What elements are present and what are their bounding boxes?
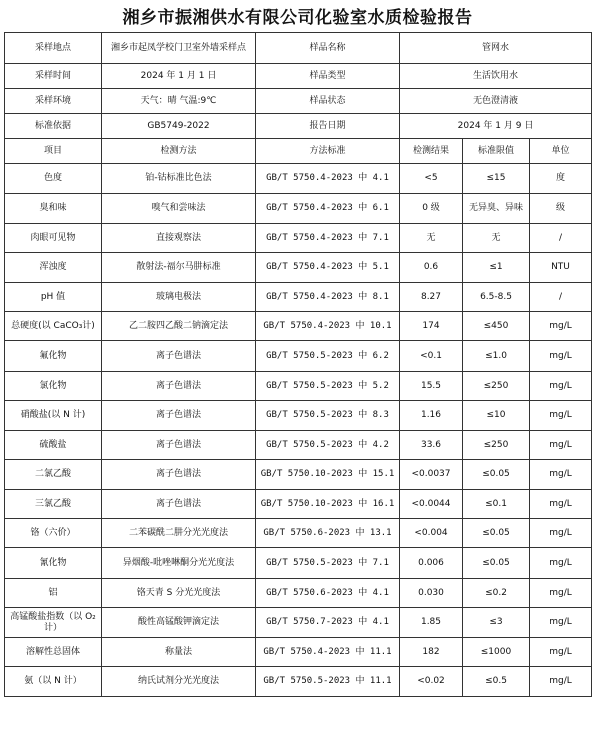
meta-label: 样品名称: [256, 33, 400, 64]
limit-cell: ≤1: [463, 253, 530, 283]
meta-value: 天气：晴 气温:9℃: [102, 89, 256, 114]
standard-cell: GB/T 5750.5-2023 中 5.2: [256, 372, 400, 401]
result-cell: 1.85: [400, 608, 463, 638]
standard-cell: GB/T 5750.5-2023 中 6.2: [256, 341, 400, 372]
standard-cell: GB/T 5750.5-2023 中 4.2: [256, 431, 400, 460]
table-row: [5, 341, 592, 372]
limit-cell: ≤15: [463, 164, 530, 194]
limit-cell: ≤0.1: [463, 490, 530, 519]
item-cell: 臭和味: [5, 194, 102, 224]
method-cell: 乙二胺四乙酸二钠滴定法: [102, 312, 256, 341]
method-cell: 酸性高锰酸钾滴定法: [102, 608, 256, 638]
unit-cell: mg/L: [530, 372, 592, 401]
header-cell: 方法标准: [256, 139, 400, 164]
item-cell: pH 值: [5, 283, 102, 312]
method-cell: 离子色谱法: [102, 431, 256, 460]
standard-cell: GB/T 5750.6-2023 中 13.1: [256, 519, 400, 548]
header-cell: 单位: [530, 139, 592, 164]
unit-cell: mg/L: [530, 608, 592, 638]
limit-cell: ≤0.05: [463, 519, 530, 548]
unit-cell: /: [530, 283, 592, 312]
standard-cell: GB/T 5750.6-2023 中 4.1: [256, 579, 400, 608]
meta-row: [5, 114, 592, 139]
table-row: [5, 667, 592, 697]
limit-cell: 无: [463, 224, 530, 253]
meta-row: [5, 89, 592, 114]
result-cell: <5: [400, 164, 463, 194]
standard-cell: GB/T 5750.4-2023 中 6.1: [256, 194, 400, 224]
standard-cell: GB/T 5750.4-2023 中 4.1: [256, 164, 400, 194]
table-row: [5, 608, 592, 638]
unit-cell: mg/L: [530, 431, 592, 460]
item-cell: 总硬度(以 CaCO₃计): [5, 312, 102, 341]
limit-cell: ≤0.2: [463, 579, 530, 608]
result-cell: <0.0037: [400, 460, 463, 490]
standard-cell: GB/T 5750.10-2023 中 15.1: [256, 460, 400, 490]
table-row: [5, 431, 592, 460]
method-cell: 玻璃电极法: [102, 283, 256, 312]
unit-cell: /: [530, 224, 592, 253]
unit-cell: mg/L: [530, 519, 592, 548]
standard-cell: GB/T 5750.5-2023 中 8.3: [256, 401, 400, 431]
limit-cell: ≤3: [463, 608, 530, 638]
method-cell: 离子色谱法: [102, 372, 256, 401]
item-cell: 色度: [5, 164, 102, 194]
method-cell: 称量法: [102, 638, 256, 667]
method-cell: 铬天青 S 分光光度法: [102, 579, 256, 608]
limit-cell: ≤450: [463, 312, 530, 341]
meta-label: 样品类型: [256, 64, 400, 89]
unit-cell: mg/L: [530, 579, 592, 608]
item-cell: 氟化物: [5, 341, 102, 372]
meta-value: GB5749-2022: [102, 114, 256, 139]
item-cell: 硝酸盐(以 N 计): [5, 401, 102, 431]
method-cell: 离子色谱法: [102, 401, 256, 431]
meta-value: 2024 年 1 月 1 日: [102, 64, 256, 89]
limit-cell: ≤250: [463, 372, 530, 401]
result-cell: 182: [400, 638, 463, 667]
standard-cell: GB/T 5750.4-2023 中 8.1: [256, 283, 400, 312]
report-title: 湘乡市振湘供水有限公司化验室水质检验报告: [122, 8, 473, 28]
meta-label: 采样时间: [5, 64, 102, 89]
unit-cell: mg/L: [530, 638, 592, 667]
limit-cell: ≤1000: [463, 638, 530, 667]
table-row: [5, 638, 592, 667]
table-row: [5, 519, 592, 548]
result-cell: 1.16: [400, 401, 463, 431]
table-row: [5, 253, 592, 283]
header-cell: 检测方法: [102, 139, 256, 164]
item-cell: 铬（六价）: [5, 519, 102, 548]
limit-cell: 无异臭、异味: [463, 194, 530, 224]
standard-cell: GB/T 5750.4-2023 中 10.1: [256, 312, 400, 341]
result-cell: <0.1: [400, 341, 463, 372]
limit-cell: ≤0.05: [463, 548, 530, 579]
meta-value: 2024 年 1 月 9 日: [400, 114, 592, 139]
table-row: [5, 194, 592, 224]
table-row: [5, 460, 592, 490]
unit-cell: mg/L: [530, 401, 592, 431]
results-body: [5, 164, 592, 697]
result-cell: <0.02: [400, 667, 463, 697]
standard-cell: GB/T 5750.10-2023 中 16.1: [256, 490, 400, 519]
standard-cell: GB/T 5750.5-2023 中 7.1: [256, 548, 400, 579]
item-cell: 氯化物: [5, 372, 102, 401]
method-cell: 嗅气和尝味法: [102, 194, 256, 224]
standard-cell: GB/T 5750.5-2023 中 11.1: [256, 667, 400, 697]
standard-cell: GB/T 5750.4-2023 中 7.1: [256, 224, 400, 253]
result-cell: 0.6: [400, 253, 463, 283]
header-cell: 项目: [5, 139, 102, 164]
method-cell: 散射法-福尔马肼标准: [102, 253, 256, 283]
header-cell: 检测结果: [400, 139, 463, 164]
meta-value: 管网水: [400, 33, 592, 64]
standard-cell: GB/T 5750.4-2023 中 5.1: [256, 253, 400, 283]
item-cell: 肉眼可见物: [5, 224, 102, 253]
meta-label: 报告日期: [256, 114, 400, 139]
method-cell: 离子色谱法: [102, 341, 256, 372]
table-header-row: [5, 139, 592, 164]
limit-cell: ≤250: [463, 431, 530, 460]
table-row: [5, 283, 592, 312]
unit-cell: mg/L: [530, 460, 592, 490]
unit-cell: mg/L: [530, 312, 592, 341]
unit-cell: mg/L: [530, 667, 592, 697]
method-cell: 纳氏试剂分光光度法: [102, 667, 256, 697]
table-row: [5, 312, 592, 341]
result-cell: 0.030: [400, 579, 463, 608]
unit-cell: mg/L: [530, 490, 592, 519]
meta-value: 无色澄清液: [400, 89, 592, 114]
table-row: [5, 372, 592, 401]
result-cell: 8.27: [400, 283, 463, 312]
standard-cell: GB/T 5750.7-2023 中 4.1: [256, 608, 400, 638]
table-row: [5, 579, 592, 608]
meta-label: 样品状态: [256, 89, 400, 114]
method-cell: 离子色谱法: [102, 490, 256, 519]
method-cell: 直接观察法: [102, 224, 256, 253]
meta-value: 生活饮用水: [400, 64, 592, 89]
item-cell: 氨（以 N 计）: [5, 667, 102, 697]
limit-cell: ≤10: [463, 401, 530, 431]
result-cell: 0 级: [400, 194, 463, 224]
method-cell: 二苯碳酰二肼分光光度法: [102, 519, 256, 548]
meta-label: 标准依据: [5, 114, 102, 139]
limit-cell: ≤0.05: [463, 460, 530, 490]
table-row: [5, 490, 592, 519]
unit-cell: NTU: [530, 253, 592, 283]
result-cell: <0.0044: [400, 490, 463, 519]
item-cell: 溶解性总固体: [5, 638, 102, 667]
method-cell: 异烟酸-吡唑啉酮分光光度法: [102, 548, 256, 579]
method-cell: 铂-钴标准比色法: [102, 164, 256, 194]
method-cell: 离子色谱法: [102, 460, 256, 490]
item-cell: 浑浊度: [5, 253, 102, 283]
result-cell: 15.5: [400, 372, 463, 401]
result-cell: <0.004: [400, 519, 463, 548]
result-cell: 33.6: [400, 431, 463, 460]
item-cell: 高锰酸盐指数（以 O₂ 计）: [5, 608, 102, 638]
limit-cell: 6.5-8.5: [463, 283, 530, 312]
item-cell: 三氯乙酸: [5, 490, 102, 519]
meta-label: 采样环境: [5, 89, 102, 114]
meta-value: 湘乡市起凤学校门卫室外墙采样点: [102, 33, 256, 64]
unit-cell: mg/L: [530, 548, 592, 579]
result-cell: 0.006: [400, 548, 463, 579]
result-cell: 174: [400, 312, 463, 341]
unit-cell: 级: [530, 194, 592, 224]
limit-cell: ≤0.5: [463, 667, 530, 697]
result-cell: 无: [400, 224, 463, 253]
table-row: [5, 164, 592, 194]
unit-cell: mg/L: [530, 341, 592, 372]
item-cell: 铝: [5, 579, 102, 608]
table-row: [5, 548, 592, 579]
item-cell: 二氯乙酸: [5, 460, 102, 490]
meta-label: 采样地点: [5, 33, 102, 64]
report-table: [4, 32, 592, 697]
header-cell: 标准限值: [463, 139, 530, 164]
standard-cell: GB/T 5750.4-2023 中 11.1: [256, 638, 400, 667]
meta-row: [5, 33, 592, 64]
unit-cell: 度: [530, 164, 592, 194]
meta-row: [5, 64, 592, 89]
limit-cell: ≤1.0: [463, 341, 530, 372]
table-row: [5, 224, 592, 253]
item-cell: 硫酸盐: [5, 431, 102, 460]
table-row: [5, 401, 592, 431]
item-cell: 氰化物: [5, 548, 102, 579]
